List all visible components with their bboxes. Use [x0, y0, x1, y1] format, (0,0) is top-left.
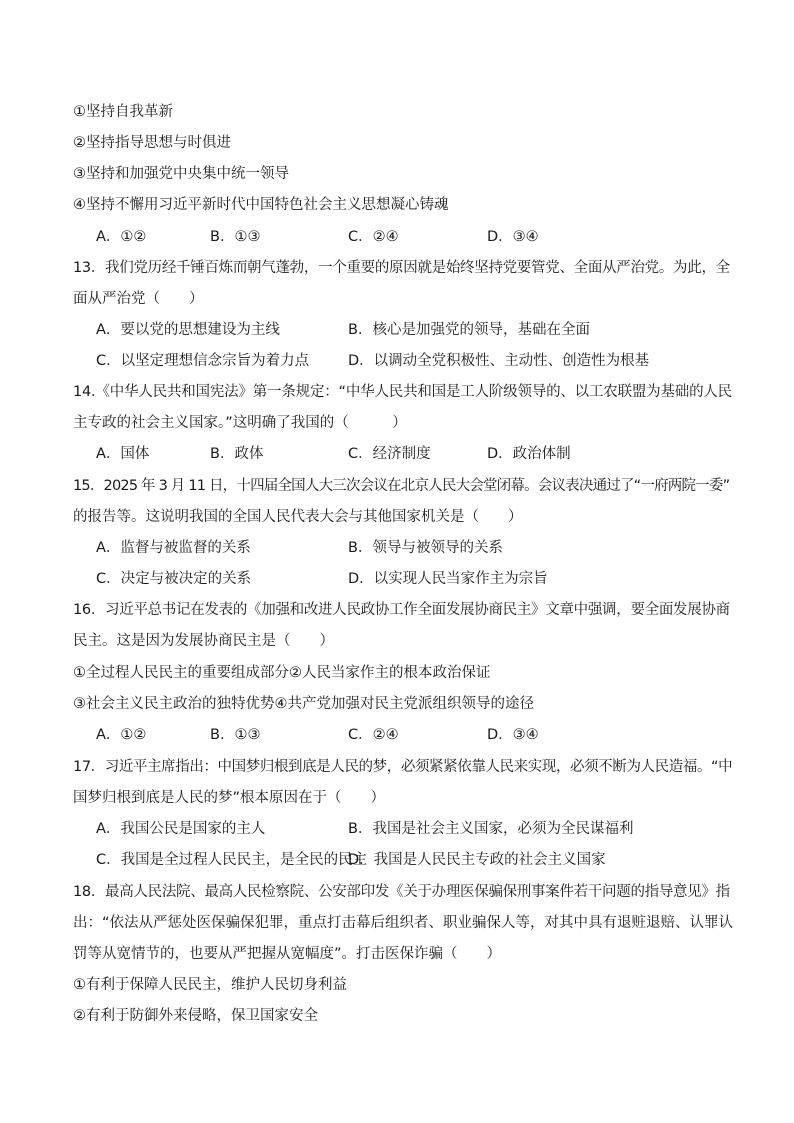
q13-option-b: B．核心是加强党的领导，基础在全面 — [348, 322, 590, 338]
q14-stem-line1: 14.《中华人民共和国宪法》第一条规定：“中华人民共和国是工人阶级领导的、以工农联盟为基础的人民 — [73, 384, 732, 400]
q15-option-a: A．监督与被监督的关系 — [96, 540, 251, 556]
q17-option-a: A．我国公民是国家的主人 — [96, 821, 266, 837]
q12-item-4: ④坚持不懈用习近平新时代中国特色社会主义思想凝心铸魂 — [73, 197, 449, 213]
q12-item-1: ①坚持自我革新 — [73, 104, 173, 120]
q17-stem-line1: 17．习近平主席指出：中国梦归根到底是人民的梦，必须紧紧依靠人民来实现，必须不断为人民造福。“中 — [73, 759, 733, 775]
q18-stem-line1: 18．最高人民法院、最高人民检察院、公安部印发《关于办理医保骗保刑事案件若干问题的指导意见》指 — [73, 884, 730, 900]
q14-option-a: A．国体 — [96, 446, 150, 462]
q13-stem-line1: 13．我们党历经千锤百炼而朝气蓬勃，一个重要的原因就是始终坚持党要管党、全面从严治党。为此，全 — [73, 260, 730, 276]
q13-option-d: D．以调动全党积极性、主动性、创造性为根基 — [348, 353, 650, 369]
q12-option-d: D．③④ — [487, 229, 539, 245]
q14-option-d: D．政治体制 — [487, 446, 571, 462]
q13-option-c: C．以坚定理想信念宗旨为着力点 — [96, 353, 310, 369]
q12-item-3: ③坚持和加强党中央集中统一领导 — [73, 166, 289, 182]
q17-stem-line2: 国梦归根到底是人民的梦”根本原因在于（ ） — [73, 790, 386, 806]
q16-option-a: A．①② — [96, 727, 147, 743]
q15-stem-line1: 15．2025 年 3 月 11 日，十四届全国人大三次会议在北京人民大会堂闭幕。会议表决通过了“一府两院一委” — [73, 478, 730, 494]
q12-option-a: A．①② — [96, 229, 147, 245]
q14-stem-line2: 主专政的社会主义国家。”这明确了我国的（ ） — [73, 415, 407, 431]
q16-option-c: C．②④ — [348, 727, 399, 743]
q14-option-b: B．政体 — [210, 446, 264, 462]
q16-option-b: B．①③ — [210, 727, 261, 743]
q17-option-b: B．我国是社会主义国家，必须为全民谋福利 — [348, 821, 634, 837]
q18-item-1: ①有利于保障人民民主，维护人民切身利益 — [73, 977, 347, 993]
q15-option-d: D．以实现人民当家作主为宗旨 — [348, 571, 548, 587]
q12-option-c: C．②④ — [348, 229, 399, 245]
q15-option-c: C．决定与被决定的关系 — [96, 571, 252, 587]
q16-option-d: D．③④ — [487, 727, 539, 743]
q13-option-a: A．要以党的思想建设为主线 — [96, 322, 280, 338]
q16-items-line1: ①全过程人民民主的重要组成部分②人民当家作主的根本政治保证 — [73, 665, 491, 681]
q12-item-2: ②坚持指导思想与时俱进 — [73, 135, 231, 151]
q16-items-line2: ③社会主义民主政治的独特优势④共产党加强对民主党派组织领导的途径 — [73, 696, 534, 712]
q13-stem-line2: 面从严治党（ ） — [73, 291, 204, 307]
q16-stem-line2: 民主。这是因为发展协商民主是（ ） — [73, 633, 334, 649]
q18-stem-line3: 罚等从宽情节的，也要从严把握从宽幅度”。打击医保诈骗（ ） — [73, 946, 502, 962]
q17-option-d: D．我国是人民民主专政的社会主义国家 — [348, 852, 606, 868]
q16-stem-line1: 16．习近平总书记在发表的《加强和改进人民政协工作全面发展协商民主》文章中强调，要全面发展协商 — [73, 602, 730, 618]
q18-stem-line2: 出：“依法从严惩处医保骗保犯罪，重点打击幕后组织者、职业骗保人等，对其中具有退赃退赔、认罪认 — [73, 915, 734, 931]
q15-option-b: B．领导与被领导的关系 — [348, 540, 503, 556]
q15-stem-line2: 的报告等。这说明我国的全国人民代表大会与其他国家机关是（ ） — [73, 509, 523, 525]
q14-option-c: C．经济制度 — [348, 446, 431, 462]
q18-item-2: ②有利于防御外来侵略，保卫国家安全 — [73, 1008, 318, 1024]
q12-option-b: B．①③ — [210, 229, 261, 245]
q17-option-c: C．我国是全过程人民民主，是全民的民主 — [96, 852, 368, 868]
